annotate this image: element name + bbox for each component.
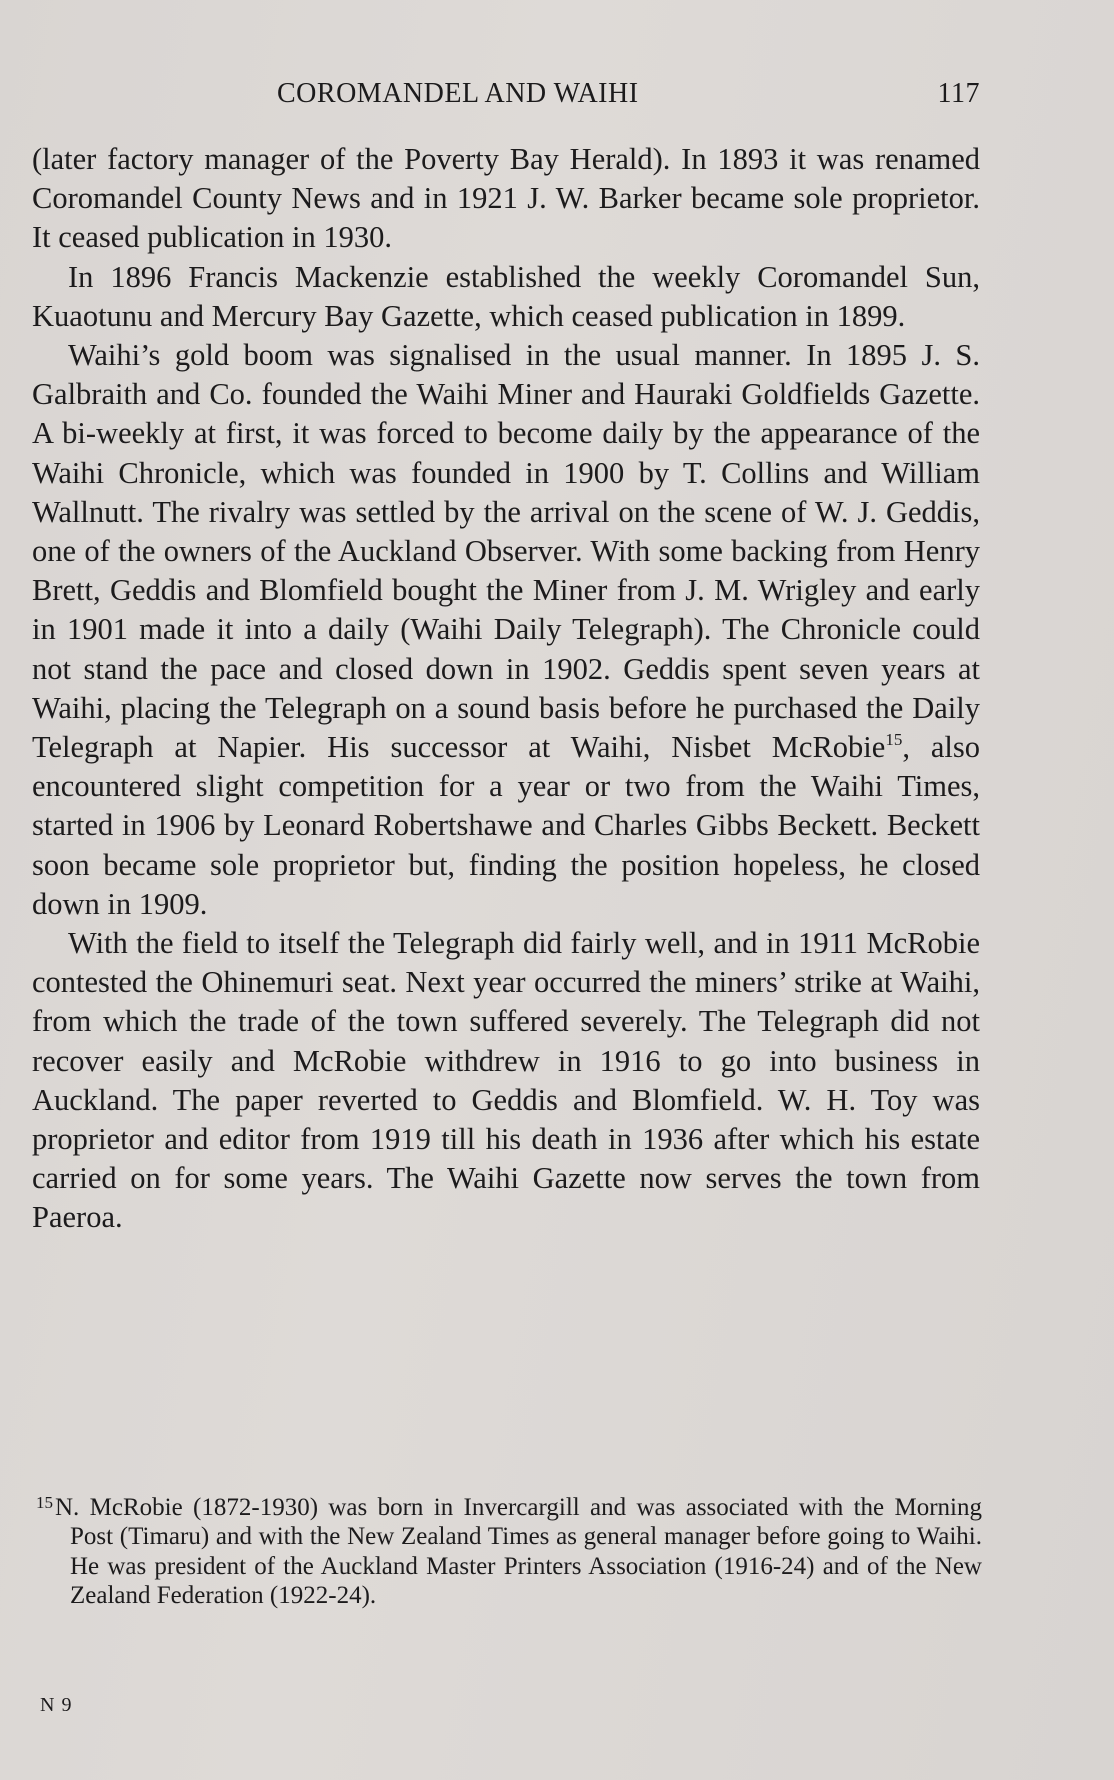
signature-mark: N 9 bbox=[40, 1694, 73, 1716]
paragraph-2: In 1896 Francis Mackenzie established the weekly Coromandel Sun, Kuaotunu and Mercury Bay Gazette, which ceased publication in 1899. bbox=[32, 259, 980, 333]
page-number: 117 bbox=[937, 78, 980, 109]
footnote-text: N. McRobie (1872-1930) was born in Invercargill and was associated with the Morning Post (Timaru) and with the New Zealand Times as general manager before going to Waihi. He was president of the Auckland Master Printers Association (1916-24) and of the New Zealand Federation (1922-24). bbox=[55, 1494, 982, 1609]
paragraph-1: (later factory manager of the Poverty Bay Herald). In 1893 it was renamed Coromandel County News and in 1921 J. W. Barker became sole proprietor. It ceased publication in 1930. bbox=[32, 142, 980, 255]
running-title: COROMANDEL AND WAIHI bbox=[277, 78, 639, 109]
paragraph-3-part-1: Waihi’s gold boom was signalised in the usual manner. In 1895 J. S. Galbraith and Co. founded the Waihi Miner and Hauraki Goldfields Gazette. A bi-weekly at first, it was forced to become daily by the appearance of the Waihi Chronicle, which was founded in 1900 by T. Collins and William Wallnutt. The rivalry was settled by the arrival on the scene of W. J. Geddis, one of the owners of the Auckland Observer. With some backing from Henry Brett, Geddis and Blomfield bought the Miner from J. M. Wrigley and early in 1901 made it into a daily (Waihi Daily Telegraph). The Chronicle could not stand the pace and closed down in 1902. Geddis spent seven years at Waihi, placing the Telegraph on a sound basis before he purchased the Daily Telegraph at Napier. His successor at Waihi, Nisbet McRobie bbox=[32, 338, 980, 765]
paragraph-3-part-2: , also encountered slight competition for a year or two from the Waihi Times, started in 1906 by Leonard Robertshawe and Charles Gibbs Beckett. Beckett soon became sole proprietor but, finding the position hopeless, he closed down in 1909. bbox=[32, 730, 981, 921]
footnote bbox=[36, 1488, 982, 1610]
body-text bbox=[32, 140, 980, 1238]
footnote-reference: 15 bbox=[885, 730, 903, 750]
paragraph-3 bbox=[32, 336, 980, 924]
paragraph-4: With the field to itself the Telegraph did fairly well, and in 1911 McRobie contested the Ohinemuri seat. Next year occurred the miners’ strike at Waihi, from which the trade of the town suffered severely. The Telegraph did not recover easily and McRobie withdrew in 1916 to go into business in Auckland. The paper reverted to Geddis and Blomfield. W. H. Toy was proprietor and editor from 1919 till his death in 1936 after which his estate carried on for some years. The Waihi Gazette now serves the town from Paeroa. bbox=[32, 926, 980, 1235]
footnote-mark: 15 bbox=[36, 1493, 53, 1512]
running-header bbox=[32, 78, 980, 118]
